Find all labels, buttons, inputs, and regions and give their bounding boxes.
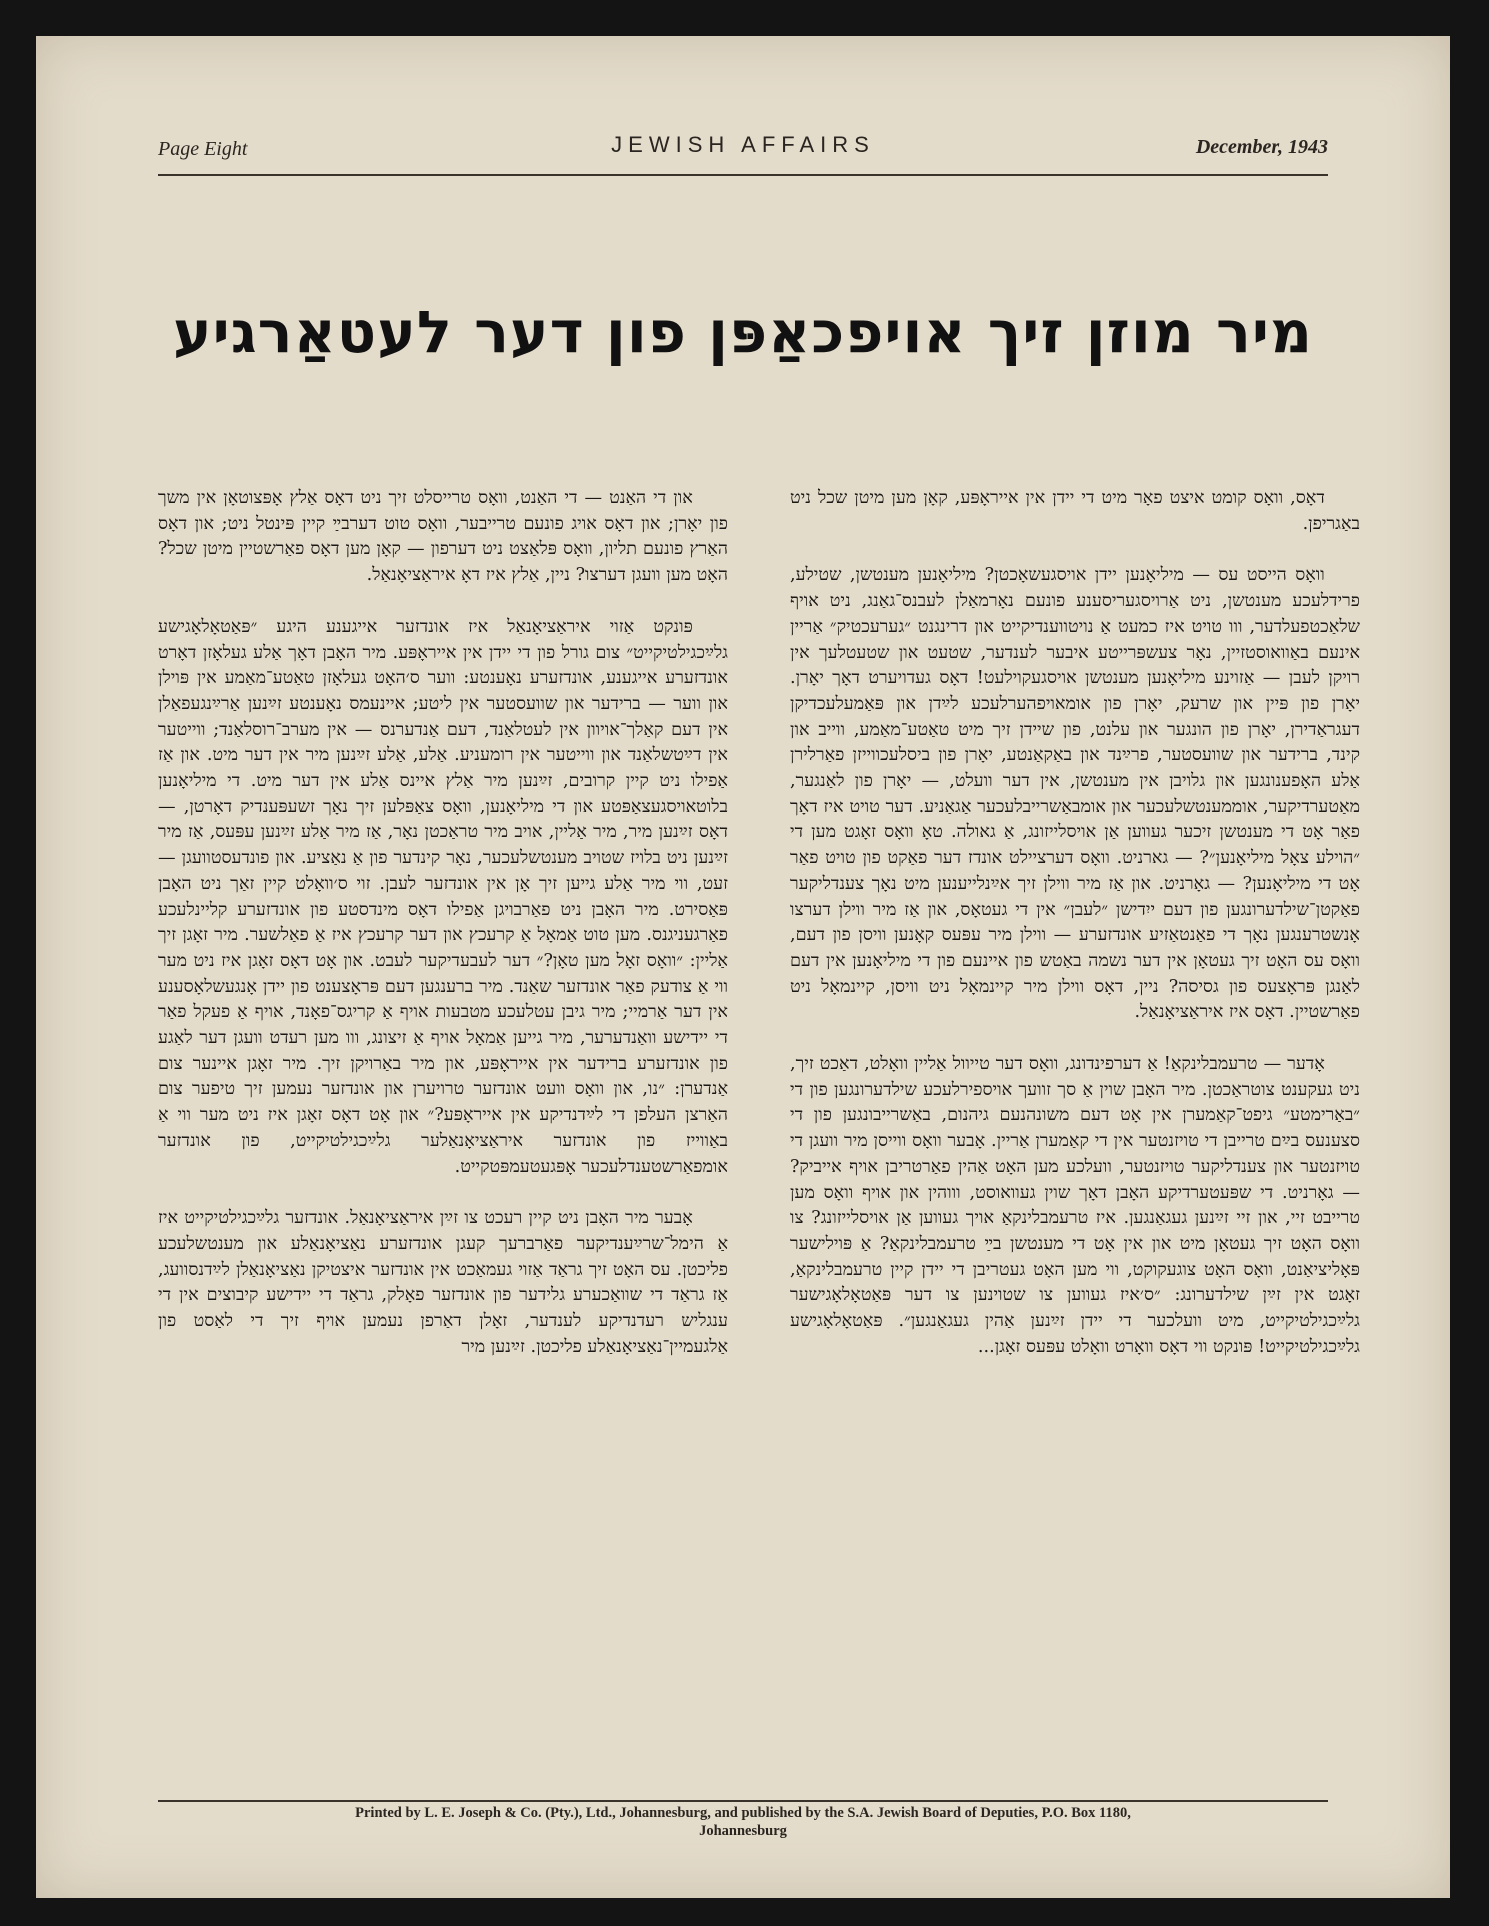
article-column-right [790,486,1360,1387]
footer-rule [158,1800,1328,1802]
imprint-city: Johannesburg [699,1823,787,1839]
page-header [158,132,1328,172]
article-paragraph: פּונקט אַזוי איראַציאָנאַל איז אונדזער אייגענע היגע ״פּאַטאָלאָגישע גלײַכגילטיקייט״ צום גורל פון די יידן אין אייראָפּע. מיר האָבן דאָך אַלע געלאָזן דאָרט אונדזערע אייגענע, אונדזערע נאָענטע: ווער ס׳האָט געלאָזן טאַטע־מאַמע אין פּוילן און ווער — ברידער און שוועסטער אין ליטע; איינעמס נאָענטע זײַנען אַרײַנגעפאַלן אין דעם קאַלך־אויוון אין לעטלאַנד, דעם אַנדערנס — אין מערב־רוסלאַנד; ווייטער אין דײַטשלאַנד און ווייטער אין רומעניע. אַלע, אַלע זײַנען מיר אין דער מיט. און אַז אַפילו ניט קיין קרובים, זײַנען מיר אַלץ איינס אַלע אין דער מיט. די מיליאָנען בלוטאויסגעצאַפּטע און די מיליאָנען, וואָס צאַפּלען זיך נאָך זשעפּענדיק דאָרטן, — דאָס זײַנען מיר, מיר אַליין, אויב מיר טראַכטן נאָר, אַז מיר אַלע זײַנען עפּעס, אַז מיר זײַנען ניט בלויז שטויב מענטשלעכער, נאָר קינדער פון אַ נאַציע. און פונדעסטוועגן — זעט, ווי מיר אַלע גייען זיך אָן אין אונדזער לעבן. זוי ס׳וואָלט קיין זאַך ניט האָבן פּאַסירט. מיר האָבן ניט פאַרבויגן אַפילו דאָס מינדסטע פון אונדזערע קליינלעכע פאַרגעניגנס. מען טוט אַמאָל אַ קרעכץ און דער קרעכץ איז אַ פאַלשער. מיר זאָגן זיך אַליין: ״וואָס זאָל מען טאָן?״ דער לעבעדיקער לעבט. און אָט דאָס זאָגן איז ניט מער ווי אַ צודעק פאַר אונדזער שאַנד. מיר ברענגען דעם פּראָצענט פון יידן אָנגעשלאָסענע אין דער אַרמיי; מיר גיבן עטלעכע מטבעות אויף אַ קריגס־פאָנד, אויף אַ פעקל פאַר די יידישע וואַנדערער, מיר גייען אַמאָל אויף אַ זיצונג, ווו מען רעדט וועגן דער לאַגע פון אונדזערע ברידער אין אייראָפּע, און מיר באַרויקן זיך. מיר זאָגן איינער צום אַנדערן: ״נו, און וואָס וועט אונדזער טרויערן און אונדזער נעמען זיך טיפער צום האַרצן העלפן די לײַדנדיקע אין אייראָפּע?״ און אָט דאָס זאָגן איז ניט מער ווי אַ באַווייז פון אונדזער איראַציאָנאַלער גלײַכגילטיקייט, פון אונדזער אומפאַרשטענדלעכער אָפּגעטעמפּטקייט. [158,616,728,1177]
article-column-left [158,486,728,1387]
page-number-label: Page Eight [158,138,248,160]
article-paragraph: אָדער — טרעמבלינקאַ! אַ דערפינדונג, וואָס דער טייוול אַליין וואָלט, דאַכט זיך, ניט געקענט צוטראַכטן. מיר האָבן שוין אַ סך זוועך אויספירלעכע שילדערונגען פון די ״באַרימטע״ גיפט־קאַמערן אין אָט דעם משונהנעם גיהנום, באַשרייבונגען פון די סצענעס בײַם טרייבן די טויזנטער אין די קאַמערן אַריין. אָבער וואָס ווייסן מיר וועגן די טויזנטער און צענדליקער טויזנטער, וועלכע מען האָט אַהין פאַרטריבן אויף אייביק? — גאָרניט. די שפּעטערדיקע האָבן דאָך שוין געוואוסט, וווהין און אויף וואָס מען טרייבט זיי, און זיי זײַנען געגאַנגען. איז טרעמבלינקאַ אויך געווען אַן אויסלייזונג? צו וואָס האָט זיך געטאָן מיט און אין אָט די מענטשן בײַ טרעמבלינקאַ? אַ פּוילישער פּאָליציאַנט, וואָס האָט צוגעקוקט, ווי מען האָט געטריבן די יידן קיין טרעמבלינקאַ, זאָגט אין זײַן שילדערונג: ״ס׳איז געווען צו שטוינען צו דער פּאַטאָלאָגישער גלײַכגילטיקייט, מיט וועלכער די יידן זײַנען אַהין געגאַנגען״. פּאַטאָלאָגישע גלײַכגילטיקייט! פּונקט ווי דאָס וואָרט וואָלט עפּעס זאָגן... [790,1054,1360,1357]
publication-title: JEWISH AFFAIRS [611,132,875,157]
article-paragraph: און די האַנט — די האַנט, וואָס טרייסלט זיך ניט דאָס אַלץ אָפּצוטאָן אין משך פון יאָרן; און דאָס אויג פונעם טרייבער, וואָס טוט דערבײַ קיין פּינטל ניט; און דאָס האַרץ פונעם תליון, וואָס פּלאַצט ניט דערפון — קאָן מען דאָס פאַרשטיין מיטן שכל? האָט מען וועגן דערצו? ניין, אַלץ איז דאָ איראַציאָנאַל. [158,488,728,586]
printer-imprint [158,1804,1328,1840]
article-headline: מיר מוזן זיך אויפכאַפּן פון דער לעטאַרגיע [173,298,1313,366]
imprint-line: Printed by L. E. Joseph & Co. (Pty.), Ltd., Johannesburg, and published by the S.A. Jewish Board of Deputies, P.O. Box 1180, [355,1805,1131,1821]
article-paragraph: דאָס, וואָס קומט איצט פאָר מיט די יידן אין אייראָפּע, קאָן מען מיטן שכל ניט באַגריפן. [790,488,1360,534]
header-rule [158,174,1328,176]
article-paragraph: וואָס הייסט עס — מיליאָנען יידן אויסגעשאָכטן? מיליאָנען מענטשן, שטילע, פרידלעכע מענטשן, ניט אַרויסגעריסענע פונעם נאָרמאַלן לעבנס־גאַנג, ניט אויף שלאַכטפעלדער, ווו טויט איז כמעט אַ נויטווענדיקייט און דרינגנט ״גערעכטיק״ אַריין אינעם באַוואוסטזיין, נאָר צעשפּרייטע איבער לענדער, שטעט און שטעטלעך אין רויקן לעבן — אַזוינע מיליאָנען מענטשן אויסגעקוילעט! דאָס געדויערט דאָך יאָרן. יאָרן פון פּיין און שרעק, יאָרן פון אומאויפהערלעכע לײַדן און פּאַמעלעכדיקן דעגראַדירן, יאָרן פון הונגער און עלנט, פון שיידן זיך מיט טאַטע־מאַמע, ווייב און קינד, ברידער און שוועסטער, פרײַנד און באַקאַנטע, יאָרן פון ביסלעכווייזן פאַרלירן אַלע האָפענונגען און גלויבן אין מענטשן, אין דער וועלט, — יאָרן פון לאַנגער, מאַטערדיקער, אוממענטשלעכער און אומבאַשרייבלעכער אַגאַניע. דער טויט איז דאָך פאַר אָט די מענטשן זיכער געווען אַן אויסלייזונג, אַ גאולה. טאָ וואָס זאָגט מען די ״הוילע צאָל מיליאָנען״? — גארניט. וואָס דערציילט אונדז דער פאַקט פון טויט פאַר אָט די מיליאָנען? — גאָרניט. און אַז מיר ווילן זיך אײַנלייענען מיט נאָך צענדליקער פאַקטן־שילדערונגען פון דעם ייִדישן ״לעבן״ אין די געטאָס, און אַז מיר ווילן דערצו אָנשטרענגען נאָך די פאַנטאַזיע אונדזערע — ווילן מיר עפּעס קאָנען וויסן פון דעם, וואָס עס האָט זיך געטאָן אין דער נשמה באַטש פון איינעם פון די מיליאָנען אין דעם לאַנגן פּראָצעס פון גסיסה? ניין, דאָס ווילן מיר קיינמאָל ניט וויסן, קיינמאָל ניט פאַרשטיין. דאָס איז איראַציאָנאַל. [790,565,1360,1023]
newspaper-page [36,36,1450,1898]
issue-date: December, 1943 [1195,136,1328,158]
article-paragraph: אָבער מיר האָבן ניט קיין רעכט צו זײַן איראַציאָנאַל. אונדזער גלײַכגילטיקייט איז אַ הימל־שרײַענדיקער פאַרברעך קעגן אונדזערע נאַציאָנאַלע און מענטשלעכע פליכטן. עס האָט זיך גראַד אַזוי געמאַכט אין אונדזער איצטיקן נאַציאָנאַלן לײַדנסוועג, אַז גראַד די שוואַכערע גלידער פון אונדזער פאָלק, גראַד די יידישע קיבוצים אין די ענגליש רעדנדיקע לענדער, זאָלן דאַרפן נעמען אויף זיך די לאַסט פון אַלגעמיין־נאַציאָנאַלע פליכטן. זײַנען מיר [158,1208,728,1357]
